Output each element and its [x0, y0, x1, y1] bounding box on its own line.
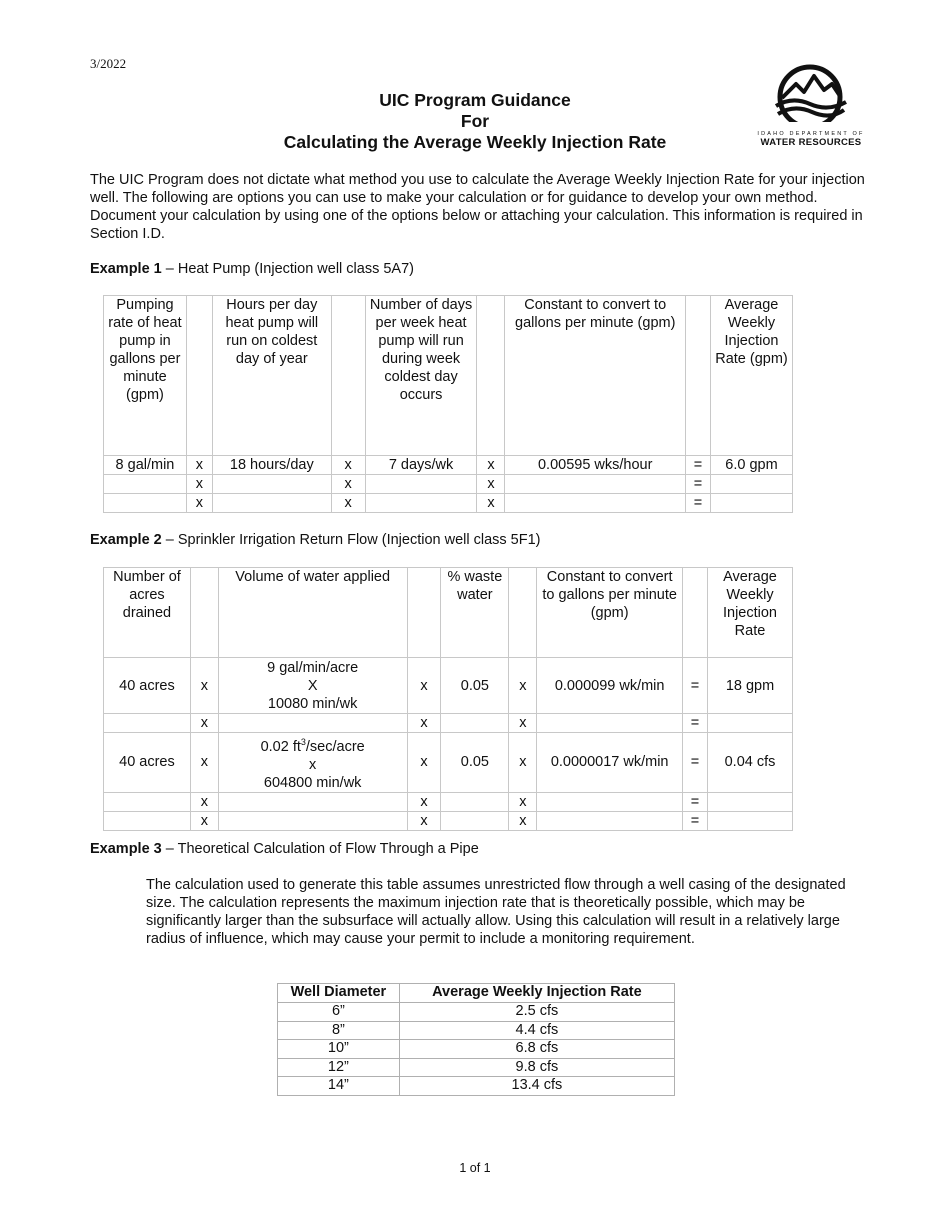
example-3-label: Example 3	[90, 841, 162, 857]
diameter-cell: 6”	[278, 1003, 400, 1022]
diameter-cell: 8”	[278, 1021, 400, 1040]
operator-cell	[509, 568, 537, 658]
equals-sign: =	[686, 475, 711, 494]
rate-cell: 6.8 cfs	[399, 1040, 674, 1059]
rate-cell: 4.4 cfs	[399, 1021, 674, 1040]
example-3-heading	[90, 840, 479, 858]
multiply-sign: x	[407, 733, 441, 793]
operator-cell	[477, 296, 505, 456]
multiply-sign: x	[509, 658, 537, 714]
volume-rate-exponent: 3	[300, 737, 306, 747]
table-row	[104, 811, 793, 830]
page-number: 1 of 1	[459, 1161, 491, 1175]
hours-cell[interactable]	[212, 494, 331, 513]
example-3-paragraph: The calculation used to generate this table assumes unrestricted flow through a well casing of the designated size. The calculation represents the maximum injection rate that is theoretically possible, which may be significantly larger than the subsurface will actually allow. Using this calculation will result in a relatively large radius of influence, which may cause your permit to include a monitoring requirement.	[146, 877, 846, 947]
operator-cell	[190, 568, 218, 658]
col-average-weekly-rate: Average Weekly Injection Rate	[399, 984, 674, 1003]
equals-sign: =	[686, 456, 711, 475]
table-row	[104, 494, 793, 513]
rate-cell[interactable]	[104, 494, 187, 513]
col-pumping-rate: Pumping rate of heat pump in gallons per minute (gpm)	[104, 296, 187, 456]
heat-pump-table	[103, 295, 793, 513]
constant-cell[interactable]	[537, 792, 683, 811]
rate-cell[interactable]	[104, 475, 187, 494]
acres-cell[interactable]	[104, 811, 191, 830]
table-row	[104, 792, 793, 811]
rate-cell: 13.4 cfs	[399, 1077, 674, 1096]
multiply-sign: x	[509, 811, 537, 830]
multiply-sign: x	[509, 714, 537, 733]
multiply-sign: x	[407, 658, 441, 714]
result-cell[interactable]	[711, 475, 793, 494]
table-header-row	[278, 984, 675, 1003]
well-diameter-table	[277, 983, 675, 1096]
page-title	[230, 90, 720, 153]
col-days-per-week: Number of days per week heat pump will run during week coldest day occurs	[365, 296, 477, 456]
col-waste-water: % waste water	[441, 568, 509, 658]
multiply-sign: x	[190, 792, 218, 811]
result-cell[interactable]	[708, 714, 793, 733]
days-cell[interactable]	[365, 494, 477, 513]
operator-cell	[407, 568, 441, 658]
col-hours-per-day: Hours per day heat pump will run on coldest day of year	[212, 296, 331, 456]
table-row	[278, 1058, 675, 1077]
volume-rate: 9 gal/min/acre	[267, 659, 359, 676]
multiply-sign: x	[186, 475, 212, 494]
result-cell: 18 gpm	[708, 658, 793, 714]
volume-multiply: x	[309, 756, 317, 773]
rate-cell: 8 gal/min	[104, 456, 187, 475]
constant-cell[interactable]	[537, 714, 683, 733]
result-cell[interactable]	[708, 792, 793, 811]
example-1-title: – Heat Pump (Injection well class 5A7)	[161, 261, 414, 277]
volume-multiply: X	[307, 677, 318, 694]
volume-minutes: 604800 min/wk	[263, 774, 362, 791]
multiply-sign: x	[186, 494, 212, 513]
idwr-logo-mark	[762, 64, 858, 130]
multiply-sign: x	[509, 733, 537, 793]
constant-cell: 0.0000017 wk/min	[537, 733, 683, 793]
hours-cell[interactable]	[212, 475, 331, 494]
rate-cell: 9.8 cfs	[399, 1058, 674, 1077]
example-2-label: Example 2	[90, 532, 162, 548]
waste-cell[interactable]	[441, 714, 509, 733]
volume-cell	[218, 733, 407, 793]
volume-cell	[218, 658, 407, 714]
example-1-heading	[90, 260, 414, 278]
table-row	[104, 456, 793, 475]
title-line-1: UIC Program Guidance	[379, 90, 571, 110]
col-average-weekly-rate: Average Weekly Injection Rate	[708, 568, 793, 658]
waste-cell[interactable]	[441, 811, 509, 830]
waste-cell: 0.05	[441, 733, 509, 793]
multiply-sign: x	[407, 792, 441, 811]
col-well-diameter: Well Diameter	[278, 984, 400, 1003]
multiply-sign: x	[407, 811, 441, 830]
multiply-sign: x	[331, 456, 365, 475]
multiply-sign: x	[331, 494, 365, 513]
multiply-sign: x	[190, 733, 218, 793]
volume-cell[interactable]	[218, 811, 407, 830]
equals-sign: =	[683, 811, 708, 830]
constant-cell[interactable]	[537, 811, 683, 830]
table-row	[104, 658, 793, 714]
multiply-sign: x	[477, 494, 505, 513]
multiply-sign: x	[477, 475, 505, 494]
example-3-title: – Theoretical Calculation of Flow Through a Pipe	[161, 841, 479, 857]
title-line-3: Calculating the Average Weekly Injection Rate	[283, 132, 667, 152]
result-cell[interactable]	[708, 811, 793, 830]
equals-sign: =	[683, 714, 708, 733]
volume-minutes: 10080 min/wk	[267, 695, 358, 712]
document-date: 3/2022	[90, 56, 127, 71]
multiply-sign: x	[190, 811, 218, 830]
diameter-cell: 14”	[278, 1077, 400, 1096]
operator-cell	[331, 296, 365, 456]
equals-sign: =	[683, 658, 708, 714]
equals-sign: =	[683, 792, 708, 811]
col-constant: Constant to convert to gallons per minute (gpm)	[505, 296, 686, 456]
example-2-heading	[90, 531, 541, 549]
result-cell[interactable]	[711, 494, 793, 513]
constant-cell: 0.00595 wks/hour	[505, 456, 686, 475]
irrigation-table	[103, 567, 793, 831]
multiply-sign: x	[509, 792, 537, 811]
result-cell: 6.0 gpm	[711, 456, 793, 475]
col-average-weekly-rate: Average Weekly Injection Rate (gpm)	[711, 296, 793, 456]
multiply-sign: x	[477, 456, 505, 475]
table-row	[104, 714, 793, 733]
multiply-sign: x	[331, 475, 365, 494]
multiply-sign: x	[407, 714, 441, 733]
constant-cell: 0.000099 wk/min	[537, 658, 683, 714]
constant-cell[interactable]	[505, 475, 686, 494]
col-acres-drained: Number of acres drained	[104, 568, 191, 658]
idwr-logo	[756, 64, 866, 148]
table-header-row	[104, 568, 793, 658]
acres-cell: 40 acres	[104, 733, 191, 793]
volume-rate-post: /sec/acre	[305, 738, 365, 755]
logo-caption-small: IDAHO DEPARTMENT OF	[757, 131, 865, 137]
acres-cell[interactable]	[104, 792, 191, 811]
days-cell[interactable]	[365, 475, 477, 494]
result-cell: 0.04 cfs	[708, 733, 793, 793]
multiply-sign: x	[186, 456, 212, 475]
table-row	[104, 733, 793, 793]
volume-rate-pre: 0.02 ft	[260, 738, 301, 755]
table-row	[278, 1040, 675, 1059]
table-row	[278, 1003, 675, 1022]
waste-cell: 0.05	[441, 658, 509, 714]
volume-cell[interactable]	[218, 792, 407, 811]
logo-caption-large: WATER RESOURCES	[760, 137, 862, 148]
constant-cell[interactable]	[505, 494, 686, 513]
intro-paragraph: The UIC Program does not dictate what method you use to calculate the Average Weekly Injection Rate for your injection well. The following are options you can use to make your calculation or for guidance to develop your own method. Document your calculation by using one of the options below or attaching your calculation. This information is required in Section I.D.	[90, 172, 865, 242]
col-constant: Constant to convert to gallons per minute (gpm)	[537, 568, 683, 658]
table-row	[278, 1077, 675, 1096]
equals-sign: =	[686, 494, 711, 513]
acres-cell: 40 acres	[104, 658, 191, 714]
table-header-row	[104, 296, 793, 456]
waste-cell[interactable]	[441, 792, 509, 811]
rate-cell: 2.5 cfs	[399, 1003, 674, 1022]
operator-cell	[683, 568, 708, 658]
example-1-label: Example 1	[90, 261, 162, 277]
equals-sign: =	[683, 733, 708, 793]
title-line-2: For	[460, 111, 490, 131]
acres-cell[interactable]	[104, 714, 191, 733]
hours-cell: 18 hours/day	[212, 456, 331, 475]
multiply-sign: x	[190, 714, 218, 733]
table-row	[104, 475, 793, 494]
operator-cell	[686, 296, 711, 456]
diameter-cell: 12”	[278, 1058, 400, 1077]
example-2-title: – Sprinkler Irrigation Return Flow (Injection well class 5F1)	[161, 532, 541, 548]
days-cell: 7 days/wk	[365, 456, 477, 475]
diameter-cell: 10”	[278, 1040, 400, 1059]
operator-cell	[186, 296, 212, 456]
volume-rate	[221, 733, 405, 756]
col-volume-applied: Volume of water applied	[218, 568, 407, 658]
multiply-sign: x	[190, 658, 218, 714]
volume-cell[interactable]	[218, 714, 407, 733]
table-row	[278, 1021, 675, 1040]
